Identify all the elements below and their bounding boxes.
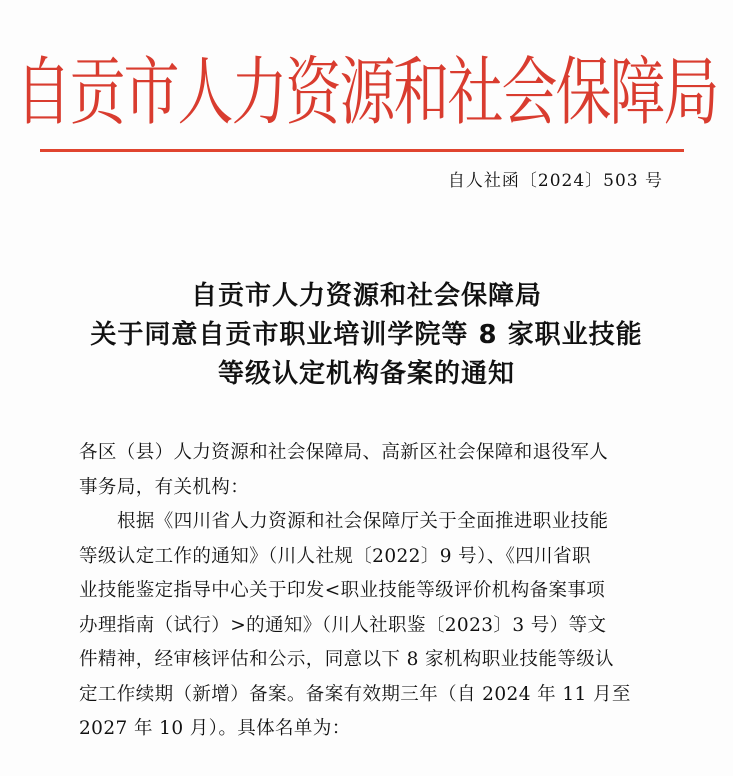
salutation-line-2: 事务局，有关机构：	[79, 476, 250, 498]
body-paragraph-line-4: 办理指南（试行）>的通知》（川人社职鉴〔2023〕3 号）等文	[79, 614, 607, 636]
salutation-line-1: 各区（县）人力资源和社会保障局、高新区社会保障和退役军人	[79, 442, 609, 463]
document-number: 自人社函〔2024〕503 号	[447, 171, 663, 191]
body-paragraph-line-3: 业技能鉴定指导中心关于印发<职业技能等级评价机构备案事项	[79, 580, 606, 601]
letterhead-red-rule	[40, 149, 684, 152]
letterhead-org-name: 自贡市人力资源和社会保障局	[15, 50, 718, 136]
body-paragraph-line-1: 根据《四川省人力资源和社会保障厅关于全面推进职业技能	[117, 511, 609, 532]
title-line-3: 等级认定机构备案的通知	[217, 359, 515, 389]
title-line-1: 自贡市人力资源和社会保障局	[190, 281, 542, 311]
body-paragraph-line-2: 等级认定工作的通知》（川人社规〔2022〕9 号）、《四川省职	[79, 545, 591, 567]
title-line-2: 关于同意自贡市职业培训学院等 8 家职业技能	[90, 320, 643, 350]
body-paragraph-line-7: 2027 年 10 月）。具体名单为：	[79, 718, 351, 739]
body-paragraph-line-6: 定工作续期（新增）备案。备案有效期三年（自 2024 年 11 月至	[79, 683, 631, 705]
document-title	[0, 277, 733, 394]
document-body	[79, 436, 679, 747]
body-paragraph-line-5: 件精神，经审核评估和公示，同意以下 8 家机构职业技能等级认	[79, 649, 615, 670]
